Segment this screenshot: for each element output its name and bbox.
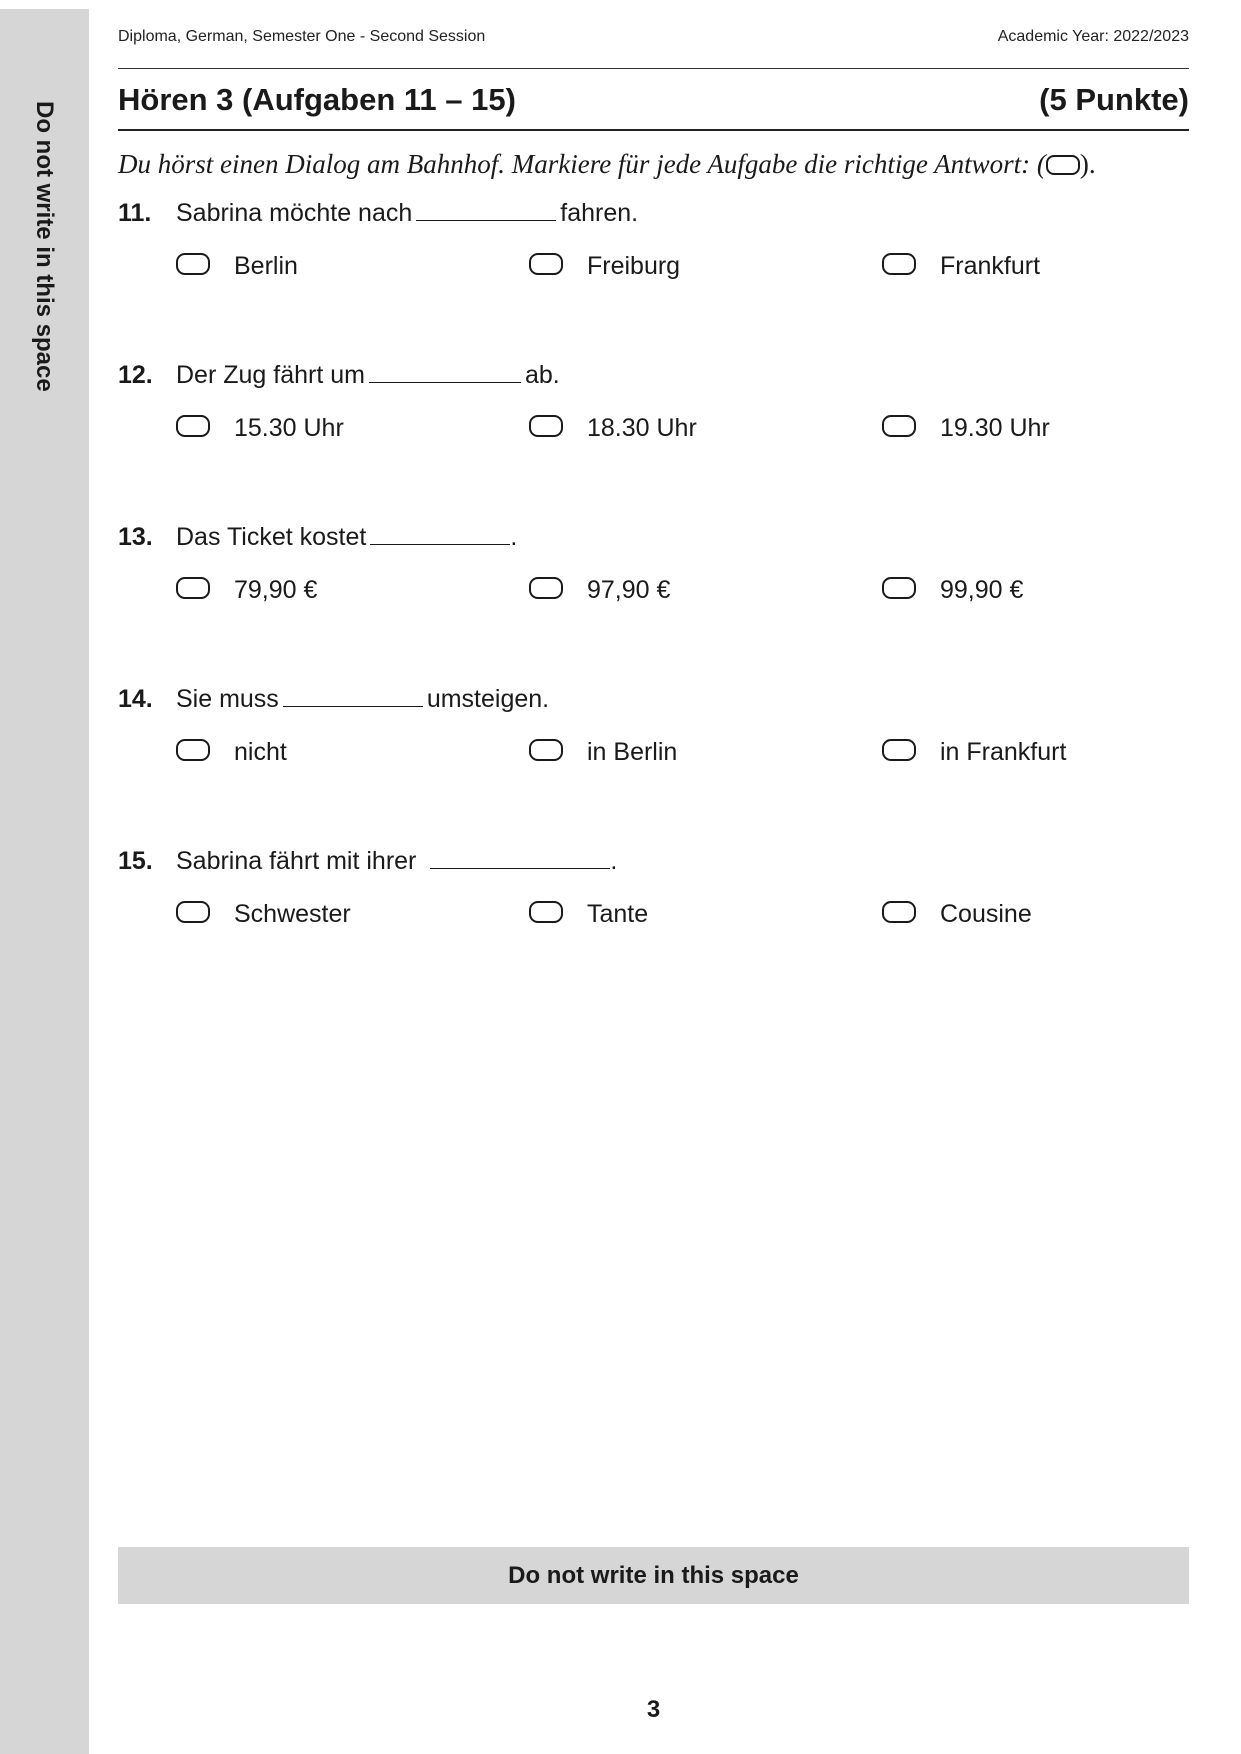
option-label: in Frankfurt xyxy=(940,738,1067,766)
question-11 xyxy=(118,199,1189,292)
header-divider xyxy=(118,68,1189,69)
answer-blank xyxy=(416,219,556,221)
side-margin-strip xyxy=(0,9,89,1754)
option-label: 79,90 € xyxy=(234,576,318,604)
question-text-after: . xyxy=(610,847,618,875)
answer-blank xyxy=(283,705,423,707)
option[interactable] xyxy=(529,414,697,443)
answer-bubble[interactable] xyxy=(529,577,563,599)
option[interactable] xyxy=(529,252,680,281)
option-label: Tante xyxy=(587,900,649,928)
option[interactable] xyxy=(176,576,317,605)
option-label: 97,90 € xyxy=(587,576,671,604)
question-15 xyxy=(118,847,1189,940)
question-text-before: Sie muss xyxy=(176,685,279,713)
option[interactable] xyxy=(176,252,298,281)
question-text-after: umsteigen. xyxy=(426,685,550,713)
option-label: Cousine xyxy=(940,900,1032,928)
answer-bubble[interactable] xyxy=(529,253,563,275)
option-group xyxy=(118,414,1189,454)
answer-bubble[interactable] xyxy=(176,253,210,275)
option-label: Berlin xyxy=(234,252,298,280)
option-group xyxy=(118,900,1189,940)
question-text-before: Sabrina möchte nach xyxy=(176,199,413,227)
instruction-close: ). xyxy=(1079,149,1096,179)
answer-bubble[interactable] xyxy=(882,415,916,437)
question-13 xyxy=(118,523,1189,616)
option[interactable] xyxy=(176,414,344,443)
option[interactable] xyxy=(882,576,1023,605)
answer-bubble[interactable] xyxy=(529,739,563,761)
course-info: Diploma, German, Semester One - Second Session xyxy=(118,28,486,45)
option-label: in Berlin xyxy=(587,738,678,766)
option[interactable] xyxy=(529,738,677,767)
instruction-body: Du hörst einen Dialog am Bahnhof. Markiere für jede Aufgabe die richtige Antwort: ( xyxy=(118,149,1046,179)
question-text-after: . xyxy=(510,523,518,551)
section-points: (5 Punkte) xyxy=(1039,82,1189,117)
question-number: 15. xyxy=(118,847,153,875)
question-text-after: fahren. xyxy=(560,199,639,227)
answer-bubble[interactable] xyxy=(529,415,563,437)
option[interactable] xyxy=(176,900,351,929)
answer-blank xyxy=(370,543,510,545)
question-text-after: ab. xyxy=(524,361,560,389)
answer-bubble[interactable] xyxy=(176,739,210,761)
option-label: nicht xyxy=(234,738,287,766)
question-12 xyxy=(118,361,1189,454)
answer-bubble[interactable] xyxy=(176,415,210,437)
answer-bubble[interactable] xyxy=(882,577,916,599)
option[interactable] xyxy=(176,738,287,767)
page-number: 3 xyxy=(646,1696,661,1723)
question-text-before: Das Ticket kostet xyxy=(176,523,367,551)
answer-bubble[interactable] xyxy=(882,739,916,761)
answer-bubble[interactable] xyxy=(176,577,210,599)
instruction-text xyxy=(118,149,1096,180)
answer-bubble[interactable] xyxy=(529,901,563,923)
answer-bubble[interactable] xyxy=(882,901,916,923)
answer-blank xyxy=(369,381,521,383)
option-label: 18.30 Uhr xyxy=(587,414,697,442)
option-label: Schwester xyxy=(234,900,351,928)
option[interactable] xyxy=(882,414,1050,443)
side-margin-label: Do not write in this space xyxy=(31,101,58,392)
option[interactable] xyxy=(882,738,1066,767)
option[interactable] xyxy=(882,252,1040,281)
option-group xyxy=(118,252,1189,292)
option-label: 19.30 Uhr xyxy=(940,414,1050,442)
question-number: 14. xyxy=(118,685,153,713)
question-number: 13. xyxy=(118,523,153,551)
question-text-before: Der Zug fährt um xyxy=(176,361,365,389)
question-text-before: Sabrina fährt mit ihrer xyxy=(176,847,417,875)
no-write-box: Do not write in this space xyxy=(118,1547,1189,1604)
academic-year: Academic Year: 2022/2023 xyxy=(997,28,1189,45)
question-number: 12. xyxy=(118,361,153,389)
answer-bubble[interactable] xyxy=(882,253,916,275)
answer-bubble[interactable] xyxy=(176,901,210,923)
title-divider xyxy=(118,129,1189,131)
option-label: Frankfurt xyxy=(940,252,1041,280)
option-label: Freiburg xyxy=(587,252,681,280)
option-label: 99,90 € xyxy=(940,576,1024,604)
option-group xyxy=(118,738,1189,778)
section-heading: Hören 3 (Aufgaben 11 – 15) xyxy=(118,82,516,117)
option-group xyxy=(118,576,1189,616)
answer-blank xyxy=(430,867,610,869)
option[interactable] xyxy=(882,900,1032,929)
option[interactable] xyxy=(529,576,670,605)
option-label: 15.30 Uhr xyxy=(234,414,344,442)
question-number: 11. xyxy=(118,199,152,227)
answer-bubble-icon xyxy=(1046,155,1080,175)
question-14 xyxy=(118,685,1189,778)
option[interactable] xyxy=(529,900,648,929)
